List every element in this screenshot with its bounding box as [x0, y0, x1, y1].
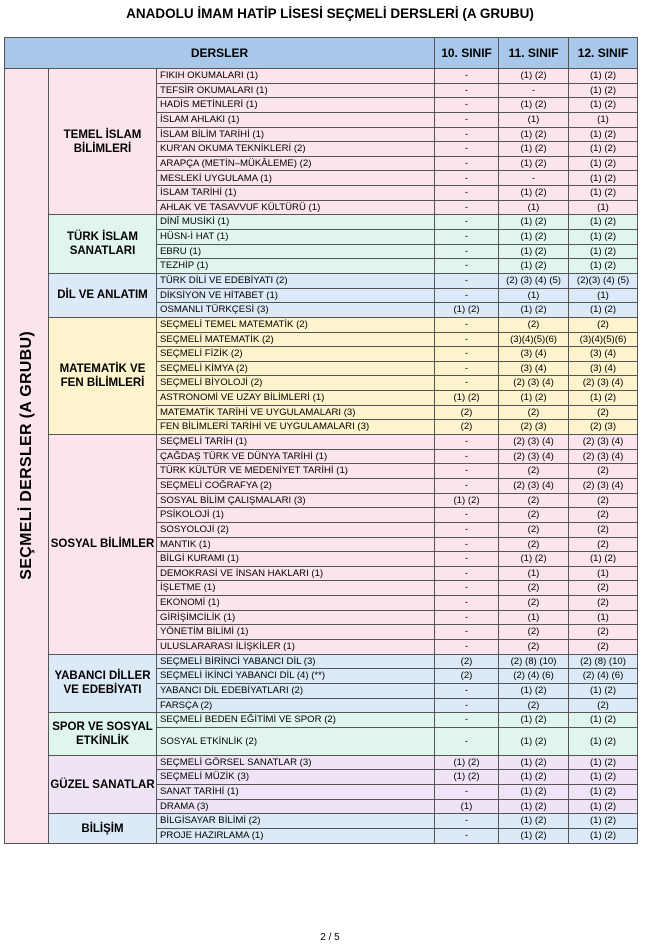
grade-11-value: (1) (2): [499, 755, 569, 770]
grade-11-value: (2): [499, 317, 569, 332]
grade-10-value: (2): [435, 405, 499, 420]
grade-12-value: (1) (2): [569, 69, 638, 84]
course-name: KUR'AN OKUMA TEKNİKLERİ (2): [157, 142, 435, 157]
grade-12-value: (1) (2): [569, 142, 638, 157]
course-name: YABANCI DİL EDEBİYATLARI (2): [157, 683, 435, 698]
grade-11-value: (2) (8) (10): [499, 654, 569, 669]
grade-12-value: (1) (2): [569, 259, 638, 274]
electives-table: [4, 37, 638, 844]
group-name: TÜRK İSLAM SANATLARI: [49, 215, 157, 274]
grade-12-value: (1) (2): [569, 303, 638, 318]
course-name: MATEMATİK TARİHİ VE UYGULAMALARI (3): [157, 405, 435, 420]
grade-12-value: (1) (2): [569, 755, 638, 770]
course-name: ASTRONOMİ VE UZAY BİLİMLERİ (1): [157, 391, 435, 406]
grade-11-value: (1) (2): [499, 98, 569, 113]
grade-10-value: (1): [435, 799, 499, 814]
grade-12-value: (1) (2): [569, 171, 638, 186]
table-row: [5, 435, 638, 450]
course-name: SOSYAL BİLİM ÇALIŞMALARI (3): [157, 493, 435, 508]
course-name: ULUSLARARASI İLİŞKİLER (1): [157, 639, 435, 654]
grade-10-value: (1) (2): [435, 493, 499, 508]
grade-10-value: -: [435, 98, 499, 113]
grade-11-value: (2) (4) (6): [499, 669, 569, 684]
grade-10-value: -: [435, 625, 499, 640]
grade-11-value: (2): [499, 493, 569, 508]
grade-12-value: (3) (4): [569, 361, 638, 376]
grade-12-value: (1) (2): [569, 683, 638, 698]
course-name: TEZHİP (1): [157, 259, 435, 274]
grade-10-value: -: [435, 566, 499, 581]
grade-12-value: (1): [569, 610, 638, 625]
grade-12-value: (2): [569, 625, 638, 640]
grade-12-value: (1) (2): [569, 215, 638, 230]
grade-10-value: -: [435, 361, 499, 376]
course-name: BİLGİ KURAMI (1): [157, 552, 435, 567]
course-name: SEÇMELİ TARİH (1): [157, 435, 435, 450]
grade-12-value: (2): [569, 537, 638, 552]
grade-10-value: -: [435, 713, 499, 728]
course-name: AHLAK VE TASAVVUF KÜLTÜRÜ (1): [157, 200, 435, 215]
grade-12-value: (2): [569, 493, 638, 508]
grade-12-value: (2): [569, 581, 638, 596]
grade-12-value: (1) (2): [569, 156, 638, 171]
grade-12-value: (2)(3) (4) (5): [569, 273, 638, 288]
table-body: [5, 69, 638, 844]
grade-10-value: -: [435, 522, 499, 537]
grade-12-value: (1) (2): [569, 98, 638, 113]
course-name: MANTIK (1): [157, 537, 435, 552]
grade-11-value: (1): [499, 112, 569, 127]
grade-12-value: (2): [569, 596, 638, 611]
grade-10-value: (1) (2): [435, 303, 499, 318]
grade-11-value: (2) (3) (4): [499, 376, 569, 391]
grade-10-value: -: [435, 537, 499, 552]
grade-12-value: (1) (2): [569, 391, 638, 406]
vertical-section-text: SEÇMELİ DERSLER (A GRUBU): [17, 331, 35, 581]
grade-12-value: (1): [569, 112, 638, 127]
grade-12-value: (2) (8) (10): [569, 654, 638, 669]
grade-11-value: (1) (2): [499, 814, 569, 829]
grade-12-value: (1) (2): [569, 829, 638, 844]
course-name: SEÇMELİ BİRİNCİ YABANCI DİL (3): [157, 654, 435, 669]
grade-12-value: (3) (4): [569, 347, 638, 362]
grade-11-value: (2) (3) (4): [499, 449, 569, 464]
grade-11-value: (1) (2): [499, 127, 569, 142]
grade-11-value: (2) (3): [499, 420, 569, 435]
table-row: [5, 215, 638, 230]
grade-11-value: (1): [499, 566, 569, 581]
grade-11-value: (2): [499, 464, 569, 479]
grade-10-value: -: [435, 244, 499, 259]
grade-10-value: -: [435, 639, 499, 654]
grade-11-value: (1) (2): [499, 785, 569, 800]
grade-12-value: (1) (2): [569, 244, 638, 259]
grade-10-value: -: [435, 142, 499, 157]
course-name: EBRU (1): [157, 244, 435, 259]
grade-11-value: (1) (2): [499, 829, 569, 844]
group-name: MATEMATİK VE FEN BİLİMLERİ: [49, 317, 157, 434]
grade-12-value: (2): [569, 639, 638, 654]
grade-10-value: -: [435, 69, 499, 84]
grade-12-value: (2) (3) (4): [569, 376, 638, 391]
grade-12-value: (1) (2): [569, 230, 638, 245]
course-name: GİRİŞİMCİLİK (1): [157, 610, 435, 625]
grade-11-value: (1) (2): [499, 303, 569, 318]
grade-10-value: -: [435, 259, 499, 274]
course-name: İSLAM AHLAKI (1): [157, 112, 435, 127]
course-name: ARAPÇA (METİN–MÜKÂLEME) (2): [157, 156, 435, 171]
grade-12-value: (2): [569, 698, 638, 713]
course-name: TÜRK DİLİ VE EDEBİYATI (2): [157, 273, 435, 288]
grade-10-value: -: [435, 186, 499, 201]
course-name: FEN BİLİMLERİ TARİHİ VE UYGULAMALARI (3): [157, 420, 435, 435]
course-name: SEÇMELİ COĞRAFYA (2): [157, 478, 435, 493]
header-dersler: DERSLER: [5, 38, 435, 69]
grade-12-value: (2): [569, 464, 638, 479]
table-row: [5, 69, 638, 84]
grade-10-value: -: [435, 332, 499, 347]
grade-10-value: -: [435, 83, 499, 98]
grade-12-value: (2): [569, 522, 638, 537]
grade-12-value: (1) (2): [569, 727, 638, 755]
course-name: SEÇMELİ KİMYA (2): [157, 361, 435, 376]
grade-11-value: (1) (2): [499, 552, 569, 567]
grade-10-value: (1) (2): [435, 391, 499, 406]
grade-10-value: -: [435, 464, 499, 479]
grade-12-value: (1) (2): [569, 799, 638, 814]
course-name: YÖNETİM BİLİMİ (1): [157, 625, 435, 640]
grade-10-value: -: [435, 156, 499, 171]
grade-11-value: (1) (2): [499, 683, 569, 698]
header-grade-10: 10. SINIF: [435, 38, 499, 69]
group-name: YABANCI DİLLER VE EDEBİYATI: [49, 654, 157, 713]
grade-12-value: (1) (2): [569, 186, 638, 201]
grade-10-value: (1) (2): [435, 755, 499, 770]
grade-11-value: (1): [499, 288, 569, 303]
grade-10-value: -: [435, 610, 499, 625]
grade-10-value: -: [435, 596, 499, 611]
grade-12-value: (1) (2): [569, 814, 638, 829]
course-name: PSİKOLOJİ (1): [157, 508, 435, 523]
grade-10-value: -: [435, 508, 499, 523]
table-row: [5, 755, 638, 770]
grade-10-value: (1) (2): [435, 770, 499, 785]
grade-11-value: (2): [499, 698, 569, 713]
grade-10-value: (2): [435, 654, 499, 669]
grade-10-value: -: [435, 230, 499, 245]
grade-12-value: (1) (2): [569, 713, 638, 728]
course-name: SOSYOLOJİ (2): [157, 522, 435, 537]
course-name: DRAMA (3): [157, 799, 435, 814]
course-name: SEÇMELİ İKİNCİ YABANCI DİL (4) (**): [157, 669, 435, 684]
grade-12-value: (3)(4)(5)(6): [569, 332, 638, 347]
course-name: İŞLETME (1): [157, 581, 435, 596]
grade-12-value: (1) (2): [569, 83, 638, 98]
grade-12-value: (2) (3) (4): [569, 435, 638, 450]
grade-10-value: -: [435, 727, 499, 755]
grade-12-value: (2): [569, 508, 638, 523]
course-name: TEFSİR OKUMALARI (1): [157, 83, 435, 98]
grade-11-value: (1) (2): [499, 69, 569, 84]
grade-11-value: (3)(4)(5)(6): [499, 332, 569, 347]
course-name: MESLEKİ UYGULAMA (1): [157, 171, 435, 186]
grade-10-value: -: [435, 200, 499, 215]
grade-10-value: -: [435, 347, 499, 362]
grade-11-value: (1) (2): [499, 713, 569, 728]
grade-10-value: -: [435, 814, 499, 829]
course-name: İSLAM TARİHİ (1): [157, 186, 435, 201]
grade-11-value: (2): [499, 581, 569, 596]
grade-10-value: (2): [435, 669, 499, 684]
grade-11-value: (1) (2): [499, 259, 569, 274]
grade-11-value: (2) (3) (4) (5): [499, 273, 569, 288]
course-name: DİNÎ MUSİKİ (1): [157, 215, 435, 230]
grade-12-value: (1): [569, 288, 638, 303]
page-title: ANADOLU İMAM HATİP LİSESİ SEÇMELİ DERSLERİ (A GRUBU): [126, 6, 534, 21]
grade-11-value: (3) (4): [499, 361, 569, 376]
grade-10-value: -: [435, 376, 499, 391]
grade-11-value: (2): [499, 639, 569, 654]
grade-12-value: (1) (2): [569, 770, 638, 785]
grade-11-value: (1) (2): [499, 156, 569, 171]
group-name: BİLİŞİM: [49, 814, 157, 843]
grade-12-value: (1) (2): [569, 552, 638, 567]
grade-11-value: (1) (2): [499, 142, 569, 157]
grade-11-value: (1): [499, 200, 569, 215]
grade-11-value: (2) (3) (4): [499, 435, 569, 450]
grade-10-value: -: [435, 683, 499, 698]
course-name: BİLGİSAYAR BİLİMİ (2): [157, 814, 435, 829]
course-name: SEÇMELİ FİZİK (2): [157, 347, 435, 362]
vertical-section-label: [5, 69, 49, 844]
grade-10-value: -: [435, 829, 499, 844]
table-row: [5, 654, 638, 669]
grade-12-value: (1) (2): [569, 127, 638, 142]
grade-10-value: -: [435, 435, 499, 450]
header-row: [5, 38, 638, 69]
grade-10-value: -: [435, 478, 499, 493]
grade-12-value: (2): [569, 405, 638, 420]
grade-12-value: (2) (3) (4): [569, 478, 638, 493]
grade-11-value: (2): [499, 522, 569, 537]
table-row: [5, 814, 638, 829]
course-name: ÇAĞDAŞ TÜRK VE DÜNYA TARİHİ (1): [157, 449, 435, 464]
group-name: GÜZEL SANATLAR: [49, 755, 157, 814]
course-name: DEMOKRASİ VE İNSAN HAKLARI (1): [157, 566, 435, 581]
course-name: SEÇMELİ TEMEL MATEMATİK (2): [157, 317, 435, 332]
course-name: PROJE HAZIRLAMA (1): [157, 829, 435, 844]
grade-11-value: (3) (4): [499, 347, 569, 362]
grade-11-value: (2): [499, 508, 569, 523]
course-name: SANAT TARİHİ (1): [157, 785, 435, 800]
group-name: TEMEL İSLAM BİLİMLERİ: [49, 69, 157, 215]
grade-10-value: -: [435, 127, 499, 142]
grade-11-value: (1) (2): [499, 799, 569, 814]
grade-11-value: (2): [499, 625, 569, 640]
grade-12-value: (2) (3): [569, 420, 638, 435]
grade-11-value: (2) (3) (4): [499, 478, 569, 493]
grade-12-value: (1): [569, 200, 638, 215]
group-name: SPOR VE SOSYAL ETKİNLİK: [49, 713, 157, 756]
grade-10-value: -: [435, 215, 499, 230]
table-row: [5, 273, 638, 288]
grade-11-value: (1) (2): [499, 770, 569, 785]
page-number: 2 / 5: [320, 932, 340, 943]
course-name: FIKIH OKUMALARI (1): [157, 69, 435, 84]
grade-10-value: -: [435, 552, 499, 567]
grade-10-value: (2): [435, 420, 499, 435]
header-grade-11: 11. SINIF: [499, 38, 569, 69]
grade-11-value: (2): [499, 596, 569, 611]
course-name: SEÇMELİ MATEMATİK (2): [157, 332, 435, 347]
grade-11-value: (2): [499, 405, 569, 420]
grade-11-value: -: [499, 171, 569, 186]
grade-10-value: -: [435, 171, 499, 186]
grade-10-value: -: [435, 698, 499, 713]
course-name: SEÇMELİ BEDEN EĞİTİMİ VE SPOR (2): [157, 713, 435, 728]
course-name: FARSÇA (2): [157, 698, 435, 713]
course-name: EKONOMİ (1): [157, 596, 435, 611]
table-row: [5, 713, 638, 728]
header-grade-12: 12. SINIF: [569, 38, 638, 69]
course-name: SEÇMELİ BİYOLOJİ (2): [157, 376, 435, 391]
grade-11-value: (1) (2): [499, 391, 569, 406]
course-name: OSMANLI TÜRKÇESİ (3): [157, 303, 435, 318]
course-name: HÜSN-İ HAT (1): [157, 230, 435, 245]
course-name: DİKSİYON VE HİTABET (1): [157, 288, 435, 303]
course-name: SOSYAL ETKİNLİK (2): [157, 727, 435, 755]
course-name: HADİS METİNLERİ (1): [157, 98, 435, 113]
grade-12-value: (2) (4) (6): [569, 669, 638, 684]
grade-11-value: -: [499, 83, 569, 98]
grade-10-value: -: [435, 273, 499, 288]
grade-10-value: -: [435, 785, 499, 800]
grade-11-value: (2): [499, 537, 569, 552]
grade-11-value: (1) (2): [499, 244, 569, 259]
grade-10-value: -: [435, 449, 499, 464]
grade-11-value: (1) (2): [499, 230, 569, 245]
grade-10-value: -: [435, 288, 499, 303]
grade-12-value: (1): [569, 566, 638, 581]
grade-11-value: (1) (2): [499, 186, 569, 201]
grade-11-value: (1) (2): [499, 727, 569, 755]
group-name: SOSYAL BİLİMLER: [49, 435, 157, 655]
course-name: İSLAM BİLİM TARİHİ (1): [157, 127, 435, 142]
grade-11-value: (1): [499, 610, 569, 625]
course-name: SEÇMELİ GÖRSEL SANATLAR (3): [157, 755, 435, 770]
grade-12-value: (2): [569, 317, 638, 332]
table-row: [5, 317, 638, 332]
group-name: DİL VE ANLATIM: [49, 273, 157, 317]
grade-12-value: (2) (3) (4): [569, 449, 638, 464]
course-name: TÜRK KÜLTÜR VE MEDENİYET TARİHİ (1): [157, 464, 435, 479]
course-name: SEÇMELİ MÜZİK (3): [157, 770, 435, 785]
grade-12-value: (1) (2): [569, 785, 638, 800]
grade-11-value: (1) (2): [499, 215, 569, 230]
grade-10-value: -: [435, 581, 499, 596]
grade-10-value: -: [435, 317, 499, 332]
grade-10-value: -: [435, 112, 499, 127]
